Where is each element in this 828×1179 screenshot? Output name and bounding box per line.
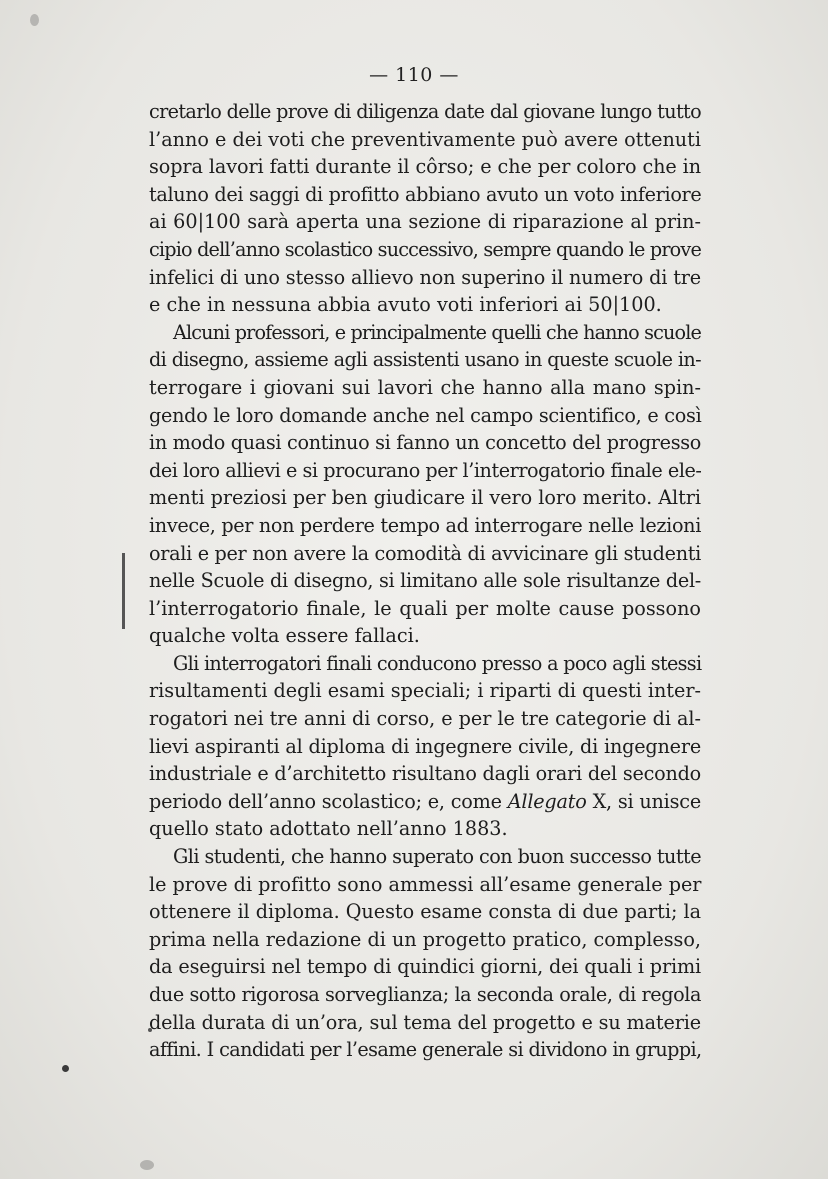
text-line: l’interrogatorio finale, le quali per molte cause possono [149, 596, 701, 620]
text-line: dei loro allievi e si procurano per l’interrogatorio finale ele- [149, 458, 702, 482]
text-line: Alcuni professori, e principalmente quelli che hanno scuole [173, 320, 701, 344]
text-line: di disegno, assieme agli assistenti usano in queste scuole in- [149, 348, 701, 372]
ink-dot [62, 1065, 69, 1072]
page-number: — 110 — [369, 64, 459, 86]
text-line: qualche volta essere fallaci. [149, 624, 420, 648]
text-line: cipio dell’anno scolastico successivo, sempre quando le prove [149, 237, 701, 261]
text-line: ottenere il diploma. Questo esame consta di due parti; la [149, 900, 701, 924]
text-line: rogatori nei tre anni di corso, e per le tre categorie di al- [149, 707, 701, 731]
text-line: in modo quasi continuo si fanno un concetto del progresso [149, 431, 701, 455]
paper-stain [30, 14, 39, 26]
text-line: Gli interrogatori finali conducono presso a poco agli stessi [173, 651, 702, 675]
text-line: industriale e d’architetto risultano dagli orari del secondo [149, 762, 701, 786]
text-line: affini. I candidati per l’esame generale si dividono in gruppi, [149, 1038, 702, 1062]
text-line: terrogare i giovani sui lavori che hanno alla mano spin- [149, 375, 701, 399]
text-line: risultamenti degli esami speciali; i riparti di questi inter- [149, 679, 701, 703]
text-line: due sotto rigorosa sorveglianza; la seconda orale, di regola [149, 983, 701, 1006]
text-line: ai 60|100 sarà aperta una sezione di riparazione al prin- [149, 210, 701, 234]
paper-stain [140, 1160, 154, 1170]
text-line: e che in nessuna abbia avuto voti inferiori ai 50|100. [149, 293, 662, 317]
text-line: menti preziosi per ben giudicare il vero loro merito. Altri [149, 486, 701, 510]
text-line: Gli studenti, che hanno superato con buon successo tutte [173, 845, 701, 869]
body-text [149, 98, 701, 1064]
text-line: della durata di un’ora, sul tema del progetto e su materie [149, 1010, 701, 1034]
text-line: l’anno e dei voti che preventivamente può avere ottenuti [149, 127, 701, 151]
text-line: invece, per non perdere tempo ad interrogare nelle lezioni [149, 513, 701, 537]
text-line: taluno dei saggi di profitto abbiano avuto un voto inferiore [149, 182, 702, 206]
text-line: nelle Scuole di disegno, si limitano alle sole risultanze del- [149, 569, 701, 593]
text-line: da eseguirsi nel tempo di quindici giorni, dei quali i primi [149, 955, 701, 979]
text-line: orali e per non avere la comodità di avvicinare gli studenti [149, 541, 701, 565]
text-line: gendo le loro domande anche nel campo scientifico, e così [149, 403, 702, 427]
text-line: lievi aspiranti al diploma di ingegnere civile, di ingegnere [149, 734, 701, 758]
text-line: infelici di uno stesso allievo non superino il numero di tre [149, 265, 701, 289]
text-line: prima nella redazione di un progetto pratico, complesso, [149, 927, 701, 951]
text-line: quello stato adottato nell’anno 1883. [149, 817, 508, 841]
text-line: periodo dell’anno scolastico; e, come Allegato X, si unisce [149, 789, 701, 813]
text-line: cretarlo delle prove di diligenza date dal giovane lungo tutto [149, 100, 701, 123]
text-line: le prove di profitto sono ammessi all’esame generale per [149, 872, 702, 896]
margin-mark [122, 553, 125, 629]
text-line: sopra lavori fatti durante il côrso; e che per coloro che in [149, 155, 702, 179]
